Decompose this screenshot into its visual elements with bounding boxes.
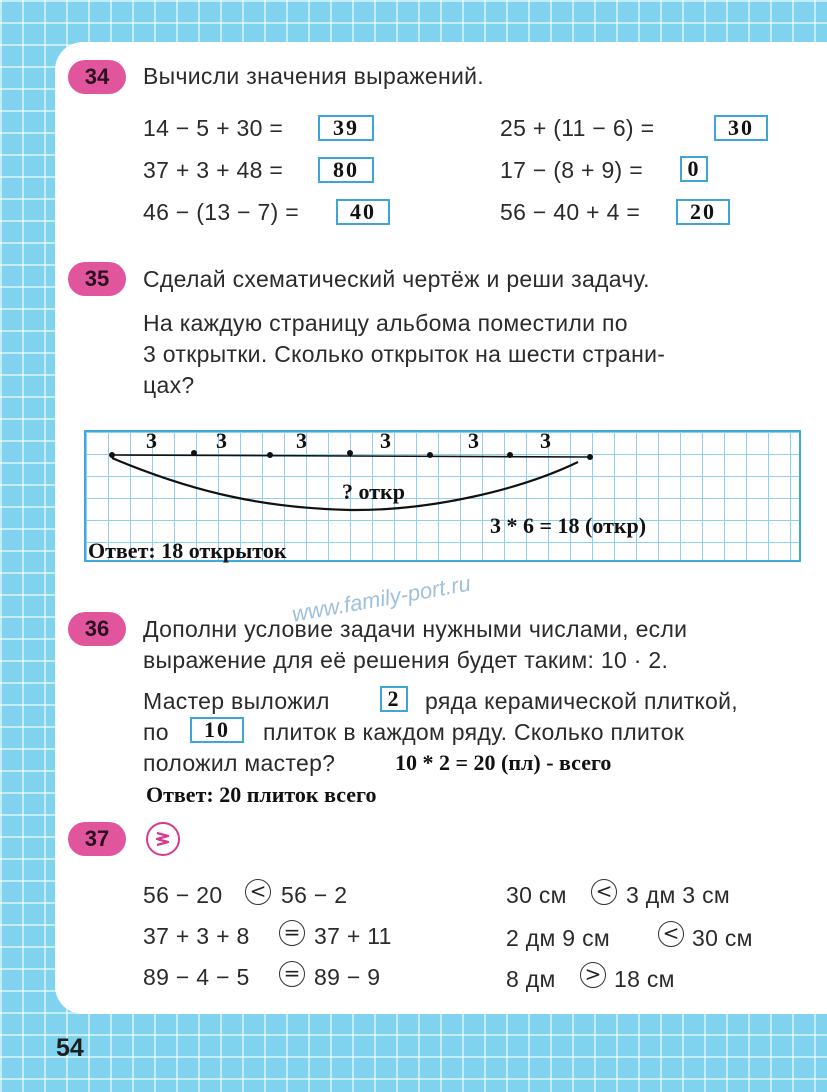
task-36-box-rows: 2 bbox=[380, 686, 408, 712]
task-37-sign-6: > bbox=[580, 962, 606, 988]
task-34-answer-3: 40 bbox=[336, 199, 390, 225]
compare-task-icon bbox=[146, 822, 180, 856]
segment-label-6: 3 bbox=[540, 428, 551, 453]
task-37-left-2b: 37 + 11 bbox=[314, 923, 392, 949]
task-36-text-2: выражение для её решения будет таким: 10 · 2. bbox=[143, 647, 669, 673]
task-36-text-4a: по bbox=[143, 719, 169, 745]
task-36-badge: 36 bbox=[68, 612, 126, 646]
task-37-right-2a: 2 дм 9 см bbox=[506, 925, 610, 951]
task-37-right-1a: 30 см bbox=[506, 882, 567, 908]
task-34-answer-5: 0 bbox=[680, 156, 708, 182]
task-36-text-3a: Мастер выложил bbox=[143, 688, 330, 714]
task-35-text-3: цах? bbox=[143, 372, 195, 398]
task-36-box-tiles: 10 bbox=[190, 717, 244, 743]
segment-label-5: 3 bbox=[468, 428, 479, 453]
segment-label-2: 3 bbox=[216, 428, 227, 453]
task-34-answer-4: 30 bbox=[714, 115, 768, 141]
task-35-text-1: На каждую страницу альбома поместили по bbox=[143, 310, 628, 336]
task-37-right-3a: 8 дм bbox=[506, 966, 556, 992]
task-34-badge: 34 bbox=[68, 60, 126, 94]
task-36-text-5: положил мастер? bbox=[143, 750, 336, 776]
segment-label-3: 3 bbox=[296, 428, 307, 453]
task-37-sign-3: = bbox=[279, 961, 305, 987]
task-37-sign-1: < bbox=[245, 879, 271, 905]
task-36-text-4b: плиток в каждом ряду. Сколько плиток bbox=[263, 719, 685, 745]
task-37-badge: 37 bbox=[68, 822, 126, 856]
segment-label-4: 3 bbox=[380, 428, 391, 453]
task-36-answer: Ответ: 20 плиток всего bbox=[146, 782, 377, 807]
task-37-left-3a: 89 − 4 − 5 bbox=[143, 964, 250, 990]
segment-label-1: 3 bbox=[146, 428, 157, 453]
task-37-right-3b: 18 см bbox=[614, 966, 675, 992]
task-37-sign-5: < bbox=[658, 921, 684, 947]
task-34-answer-6: 20 bbox=[676, 199, 730, 225]
task-37-left-2a: 37 + 3 + 8 bbox=[143, 923, 250, 949]
total-label: ? откр bbox=[342, 479, 405, 504]
task-35-title: Сделай схематический чертёж и реши задачу. bbox=[143, 266, 650, 292]
task-37-right-1b: 3 дм 3 см bbox=[626, 882, 730, 908]
task-37-sign-4: < bbox=[591, 879, 617, 905]
task-37-left-1b: 56 − 2 bbox=[281, 882, 348, 908]
task-34-answer-2: 80 bbox=[318, 157, 374, 183]
task-35-solution: 3 * 6 = 18 (откр) bbox=[490, 513, 647, 538]
task-34-title: Вычисли значения выражений. bbox=[143, 63, 484, 89]
task-37-right-2b: 30 см bbox=[692, 925, 753, 951]
task-36-text-3b: ряда керамической плиткой, bbox=[425, 688, 738, 714]
task-37-left-1a: 56 − 20 bbox=[143, 882, 223, 908]
task-35-badge: 35 bbox=[68, 262, 126, 296]
task-34-expr-6: 56 − 40 + 4 = bbox=[500, 199, 641, 225]
task-36-text-1: Дополни условие задачи нужными числами, если bbox=[143, 616, 688, 642]
task-34-expr-3: 46 − (13 − 7) = bbox=[143, 199, 300, 225]
task-34-expr-5: 17 − (8 + 9) = bbox=[500, 157, 643, 183]
task-34-expr-1: 14 − 5 + 30 = bbox=[143, 115, 284, 141]
task-37-left-3b: 89 − 9 bbox=[314, 964, 381, 990]
task-37-sign-2: = bbox=[279, 920, 305, 946]
task-34-expr-4: 25 + (11 − 6) = bbox=[500, 115, 655, 141]
page-number: 54 bbox=[56, 1034, 84, 1062]
task-35-answer: Ответ: 18 открыток bbox=[88, 538, 287, 563]
task-36-solution: 10 * 2 = 20 (пл) - всего bbox=[395, 750, 612, 775]
task-35-text-2: 3 открытки. Сколько открыток на шести страни- bbox=[143, 341, 666, 367]
watermark: www.family-port.ru bbox=[290, 570, 473, 627]
task-34-expr-2: 37 + 3 + 48 = bbox=[143, 157, 284, 183]
task-34-answer-1: 39 bbox=[318, 115, 374, 141]
